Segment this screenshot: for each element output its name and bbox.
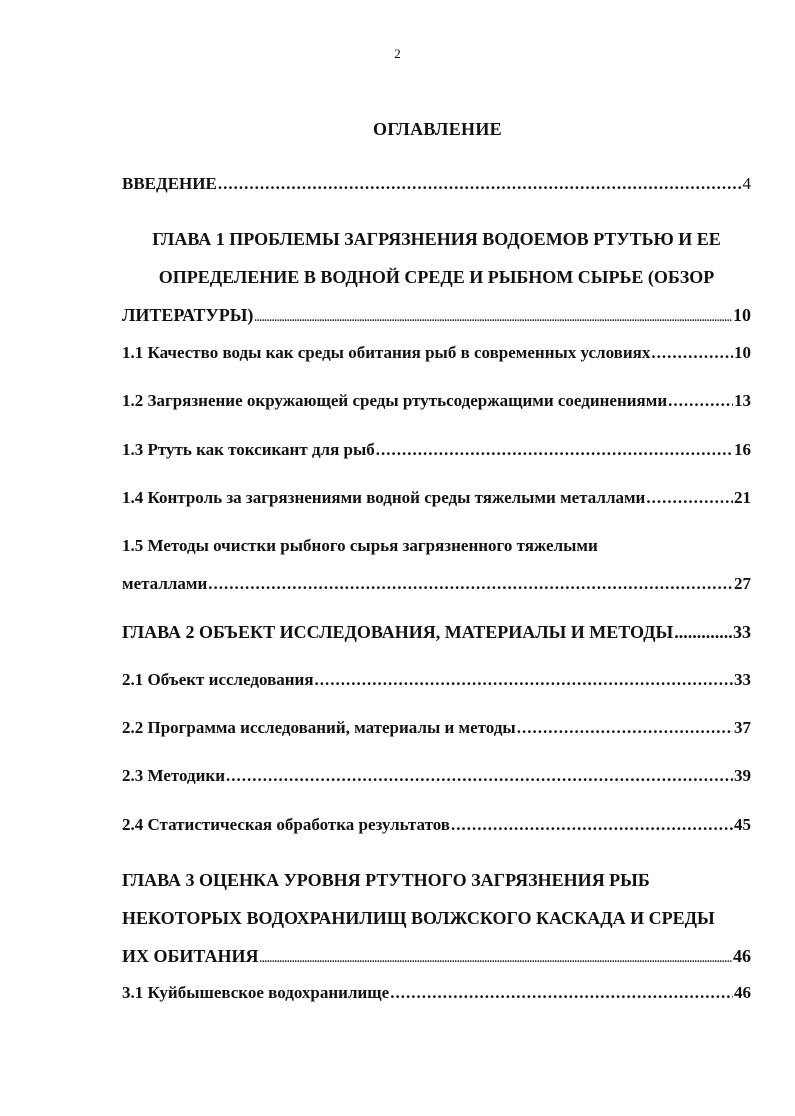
toc-entry-title: ВВЕДЕНИЕ bbox=[122, 174, 217, 193]
toc-entry-title-line-2: ОПРЕДЕЛЕНИЕ В ВОДНОЙ СРЕДЕ И РЫБНОМ СЫРЬЕ (ОБЗОР bbox=[158, 267, 715, 287]
toc-entry-title: 1.2 Загрязнение окружающей среды ртутьсодержащими соединениями bbox=[122, 391, 668, 410]
toc-entry-title-line-1: ГЛАВА 1 ПРОБЛЕМЫ ЗАГРЯЗНЕНИЯ ВОДОЕМОВ РТУТЬЮ И ЕЕ bbox=[152, 229, 721, 249]
toc-entry-page: 16 bbox=[734, 440, 751, 459]
dot-leader bbox=[451, 815, 733, 835]
toc-entry-section-2-3[interactable] bbox=[122, 766, 751, 788]
toc-entry-title-line-2: НЕКОТОРЫХ ВОДОХРАНИЛИЩ ВОЛЖСКОГО КАСКАДА И СРЕДЫ bbox=[122, 908, 715, 928]
toc-entry-page: 39 bbox=[734, 766, 751, 785]
toc-entry-title: 1.3 Ртуть как токсикант для рыб bbox=[122, 440, 375, 459]
toc-title: ОГЛАВЛЕНИЕ bbox=[373, 119, 502, 139]
toc-entry-title: 1.4 Контроль за загрязнениями водной среды тяжелыми металлами bbox=[122, 488, 646, 507]
toc-entry-section-1-2[interactable] bbox=[122, 391, 751, 413]
toc-entry-title: 2.2 Программа исследований, материалы и методы bbox=[122, 718, 516, 737]
toc-entry-page: 33 bbox=[734, 670, 751, 689]
toc-entry-page: 13 bbox=[734, 391, 751, 410]
toc-entry-title: 2.1 Объект исследования bbox=[122, 670, 314, 689]
dot-leader bbox=[517, 718, 733, 738]
toc-entry-page: 10 bbox=[734, 343, 751, 362]
dot-leader bbox=[254, 313, 732, 324]
toc-entry-title: 1.1 Качество воды как среды обитания рыб в современных условиях bbox=[122, 343, 651, 362]
toc-entry-title-line-1: 1.5 Методы очистки рыбного сырья загрязненного тяжелыми bbox=[122, 536, 598, 555]
dot-leader bbox=[668, 391, 733, 411]
toc-entry-title: ГЛАВА 2 ОБЪЕКТ ИССЛЕДОВАНИЯ, МАТЕРИАЛЫ И МЕТОДЫ bbox=[122, 622, 674, 642]
dot-leader bbox=[208, 574, 733, 594]
toc-entry-section-1-5[interactable] bbox=[122, 536, 751, 596]
toc-entry-chapter-3[interactable] bbox=[122, 870, 751, 968]
dot-leader bbox=[646, 488, 733, 508]
toc-entry-section-3-1[interactable] bbox=[122, 983, 751, 1005]
dot-leader bbox=[226, 766, 733, 786]
toc-entry-page: 33 bbox=[733, 622, 751, 642]
toc-entry-section-1-3[interactable] bbox=[122, 440, 751, 462]
toc-entry-page: 27 bbox=[734, 574, 751, 593]
toc-entry-page: 21 bbox=[734, 488, 751, 507]
toc-entry-page: 4 bbox=[742, 174, 751, 193]
toc-entry-page: 46 bbox=[734, 983, 751, 1002]
dot-leader bbox=[376, 440, 733, 460]
toc-entry-chapter-2[interactable] bbox=[122, 622, 751, 644]
toc-entry-section-2-1[interactable] bbox=[122, 670, 751, 692]
toc-entry-title: 3.1 Куйбышевское водохранилище bbox=[122, 983, 390, 1002]
toc-entry-title-line-3: ИХ ОБИТАНИЯ bbox=[122, 946, 259, 966]
dot-leader bbox=[651, 343, 733, 363]
toc-entry-chapter-1[interactable] bbox=[122, 229, 751, 327]
dot-leader bbox=[218, 174, 742, 194]
dot-leader bbox=[390, 983, 733, 1003]
toc-entry-page: 37 bbox=[734, 718, 751, 737]
toc-entry-page: 46 bbox=[733, 946, 751, 966]
toc-entry-page: 45 bbox=[734, 815, 751, 834]
toc-entry-title: 2.3 Методики bbox=[122, 766, 225, 785]
toc-entry-section-2-2[interactable] bbox=[122, 718, 751, 740]
toc-entry-page: 10 bbox=[733, 305, 751, 325]
dot-leader bbox=[315, 670, 733, 690]
toc-entry-section-1-1[interactable] bbox=[122, 343, 751, 365]
toc-entry-title-line-2: металлами bbox=[122, 574, 208, 593]
toc-entry-title-line-1: ГЛАВА 3 ОЦЕНКА УРОВНЯ РТУТНОГО ЗАГРЯЗНЕНИЯ РЫБ bbox=[122, 870, 650, 890]
dot-leader bbox=[674, 622, 732, 643]
toc-entry-title: 2.4 Статистическая обработка результатов bbox=[122, 815, 450, 834]
toc-entry-title-line-3: ЛИТЕРАТУРЫ) bbox=[122, 305, 254, 325]
page-number: 2 bbox=[394, 46, 401, 61]
toc-entry-section-2-4[interactable] bbox=[122, 815, 751, 837]
toc-entry-introduction[interactable] bbox=[122, 174, 751, 196]
toc-entry-section-1-4[interactable] bbox=[122, 488, 751, 510]
dot-leader bbox=[260, 954, 732, 965]
